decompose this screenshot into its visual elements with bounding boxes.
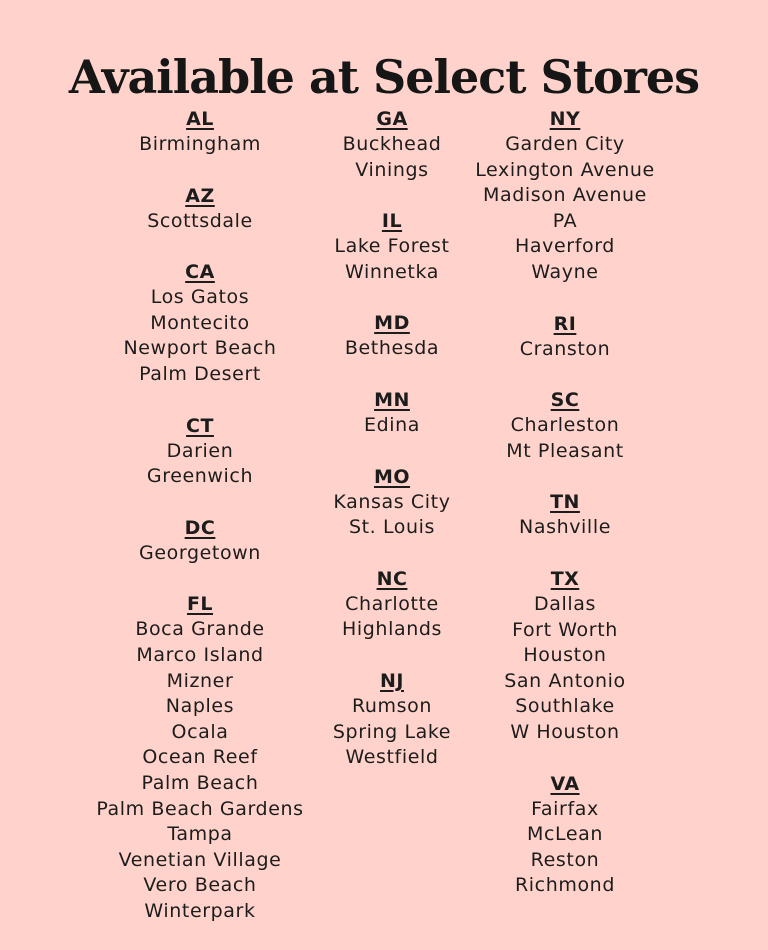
- store-city: Garden City: [505, 133, 625, 155]
- state-heading: FL: [186, 593, 214, 616]
- store-city: Darien: [166, 439, 234, 462]
- store-city: Tampa: [167, 823, 233, 846]
- store-column-2: [318, 106, 466, 796]
- state-heading: TN: [550, 491, 580, 514]
- store-city: Vero Beach: [143, 874, 257, 897]
- state-heading: IL: [381, 210, 403, 233]
- store-city: Boca Grande: [135, 618, 265, 641]
- state-heading: MD: [374, 312, 410, 335]
- state-group-il: [318, 208, 466, 285]
- store-city: Westfield: [345, 746, 439, 769]
- state-group-ca: [90, 259, 310, 387]
- state-group-dc: [90, 515, 310, 567]
- store-city: Palm Beach: [141, 771, 259, 794]
- store-city: PA: [552, 209, 578, 232]
- store-city: Newport Beach: [123, 337, 277, 360]
- store-city: McLean: [526, 823, 604, 846]
- store-city: Mizner: [166, 669, 234, 692]
- store-city: Naples: [165, 695, 235, 718]
- store-city: Haverford: [515, 235, 615, 258]
- store-city: Georgetown: [139, 541, 261, 564]
- state-heading: NY: [549, 108, 581, 130]
- store-city: Vinings: [355, 158, 429, 181]
- store-city: Greenwich: [146, 465, 254, 488]
- store-city: Mt Pleasant: [506, 439, 624, 462]
- state-group-va: [466, 771, 664, 899]
- store-column-1: [90, 106, 310, 949]
- state-group-ny: [466, 106, 664, 286]
- store-city: Charlotte: [345, 592, 439, 615]
- state-group-nj: [318, 668, 466, 771]
- store-city: Dallas: [534, 592, 596, 615]
- store-city: Rumson: [351, 694, 433, 717]
- store-city: San Antonio: [504, 669, 626, 692]
- store-city: Ocala: [171, 720, 229, 743]
- state-group-mo: [318, 464, 466, 541]
- page-title: Available at Select Stores: [68, 49, 700, 104]
- state-heading: MN: [374, 388, 410, 411]
- state-group-fl: [90, 591, 310, 924]
- state-group-md: [318, 310, 466, 362]
- store-city: Spring Lake: [332, 720, 452, 743]
- state-group-nc: [318, 566, 466, 643]
- store-city: Kansas City: [333, 490, 451, 513]
- store-city: Houston: [523, 644, 607, 667]
- state-heading: CA: [185, 261, 215, 284]
- state-group-az: [90, 183, 310, 235]
- store-city: Cranston: [519, 337, 611, 360]
- state-group-sc: [466, 387, 664, 464]
- store-city: Fort Worth: [512, 618, 618, 641]
- state-heading: VA: [550, 772, 580, 795]
- store-city: Edina: [363, 413, 421, 436]
- state-heading: NC: [376, 567, 408, 590]
- state-group-mn: [318, 387, 466, 439]
- store-city: Bethesda: [344, 337, 440, 360]
- state-group-ga: [318, 106, 466, 183]
- state-heading: NJ: [380, 669, 404, 692]
- state-group-tx: [466, 566, 664, 746]
- store-city: Lake Forest: [334, 235, 450, 258]
- state-heading: AL: [186, 108, 214, 130]
- store-city: Wayne: [531, 260, 599, 283]
- store-city: Madison Avenue: [483, 184, 647, 207]
- store-city: Nashville: [519, 516, 611, 539]
- state-heading: SC: [550, 389, 580, 412]
- state-heading: GA: [376, 108, 408, 130]
- store-city: Venetian Village: [118, 848, 282, 871]
- store-city: Scottsdale: [147, 209, 253, 232]
- store-city: Los Gatos: [150, 286, 250, 309]
- store-city: Montecito: [150, 311, 250, 334]
- store-city: Lexington Avenue: [475, 158, 655, 181]
- store-city: Birmingham: [139, 133, 261, 155]
- store-column-3: [466, 106, 664, 924]
- store-city: Palm Beach Gardens: [96, 797, 304, 820]
- state-heading: RI: [553, 312, 577, 335]
- store-city: Palm Desert: [139, 362, 261, 385]
- store-city: Ocean Reef: [142, 746, 258, 769]
- state-group-al: [90, 106, 310, 158]
- store-city: Fairfax: [531, 797, 599, 820]
- store-city: St. Louis: [348, 516, 436, 539]
- state-group-ri: [466, 311, 664, 363]
- store-city: Winterpark: [144, 899, 256, 922]
- store-city: Buckhead: [342, 133, 442, 155]
- store-city: Highlands: [342, 618, 442, 641]
- state-heading: DC: [184, 516, 216, 539]
- state-group-tn: [466, 489, 664, 541]
- state-heading: TX: [550, 567, 580, 590]
- store-city: Charleston: [510, 414, 620, 437]
- store-columns: [0, 106, 768, 946]
- state-heading: MO: [373, 465, 411, 488]
- state-heading: AZ: [185, 184, 215, 207]
- store-city: Southlake: [515, 695, 615, 718]
- store-city: Richmond: [514, 874, 615, 897]
- store-city: Marco Island: [136, 643, 264, 666]
- store-city: Reston: [530, 848, 600, 871]
- state-group-ct: [90, 413, 310, 490]
- store-city: W Houston: [510, 720, 620, 743]
- store-city: Winnetka: [345, 260, 439, 283]
- state-heading: CT: [186, 414, 214, 437]
